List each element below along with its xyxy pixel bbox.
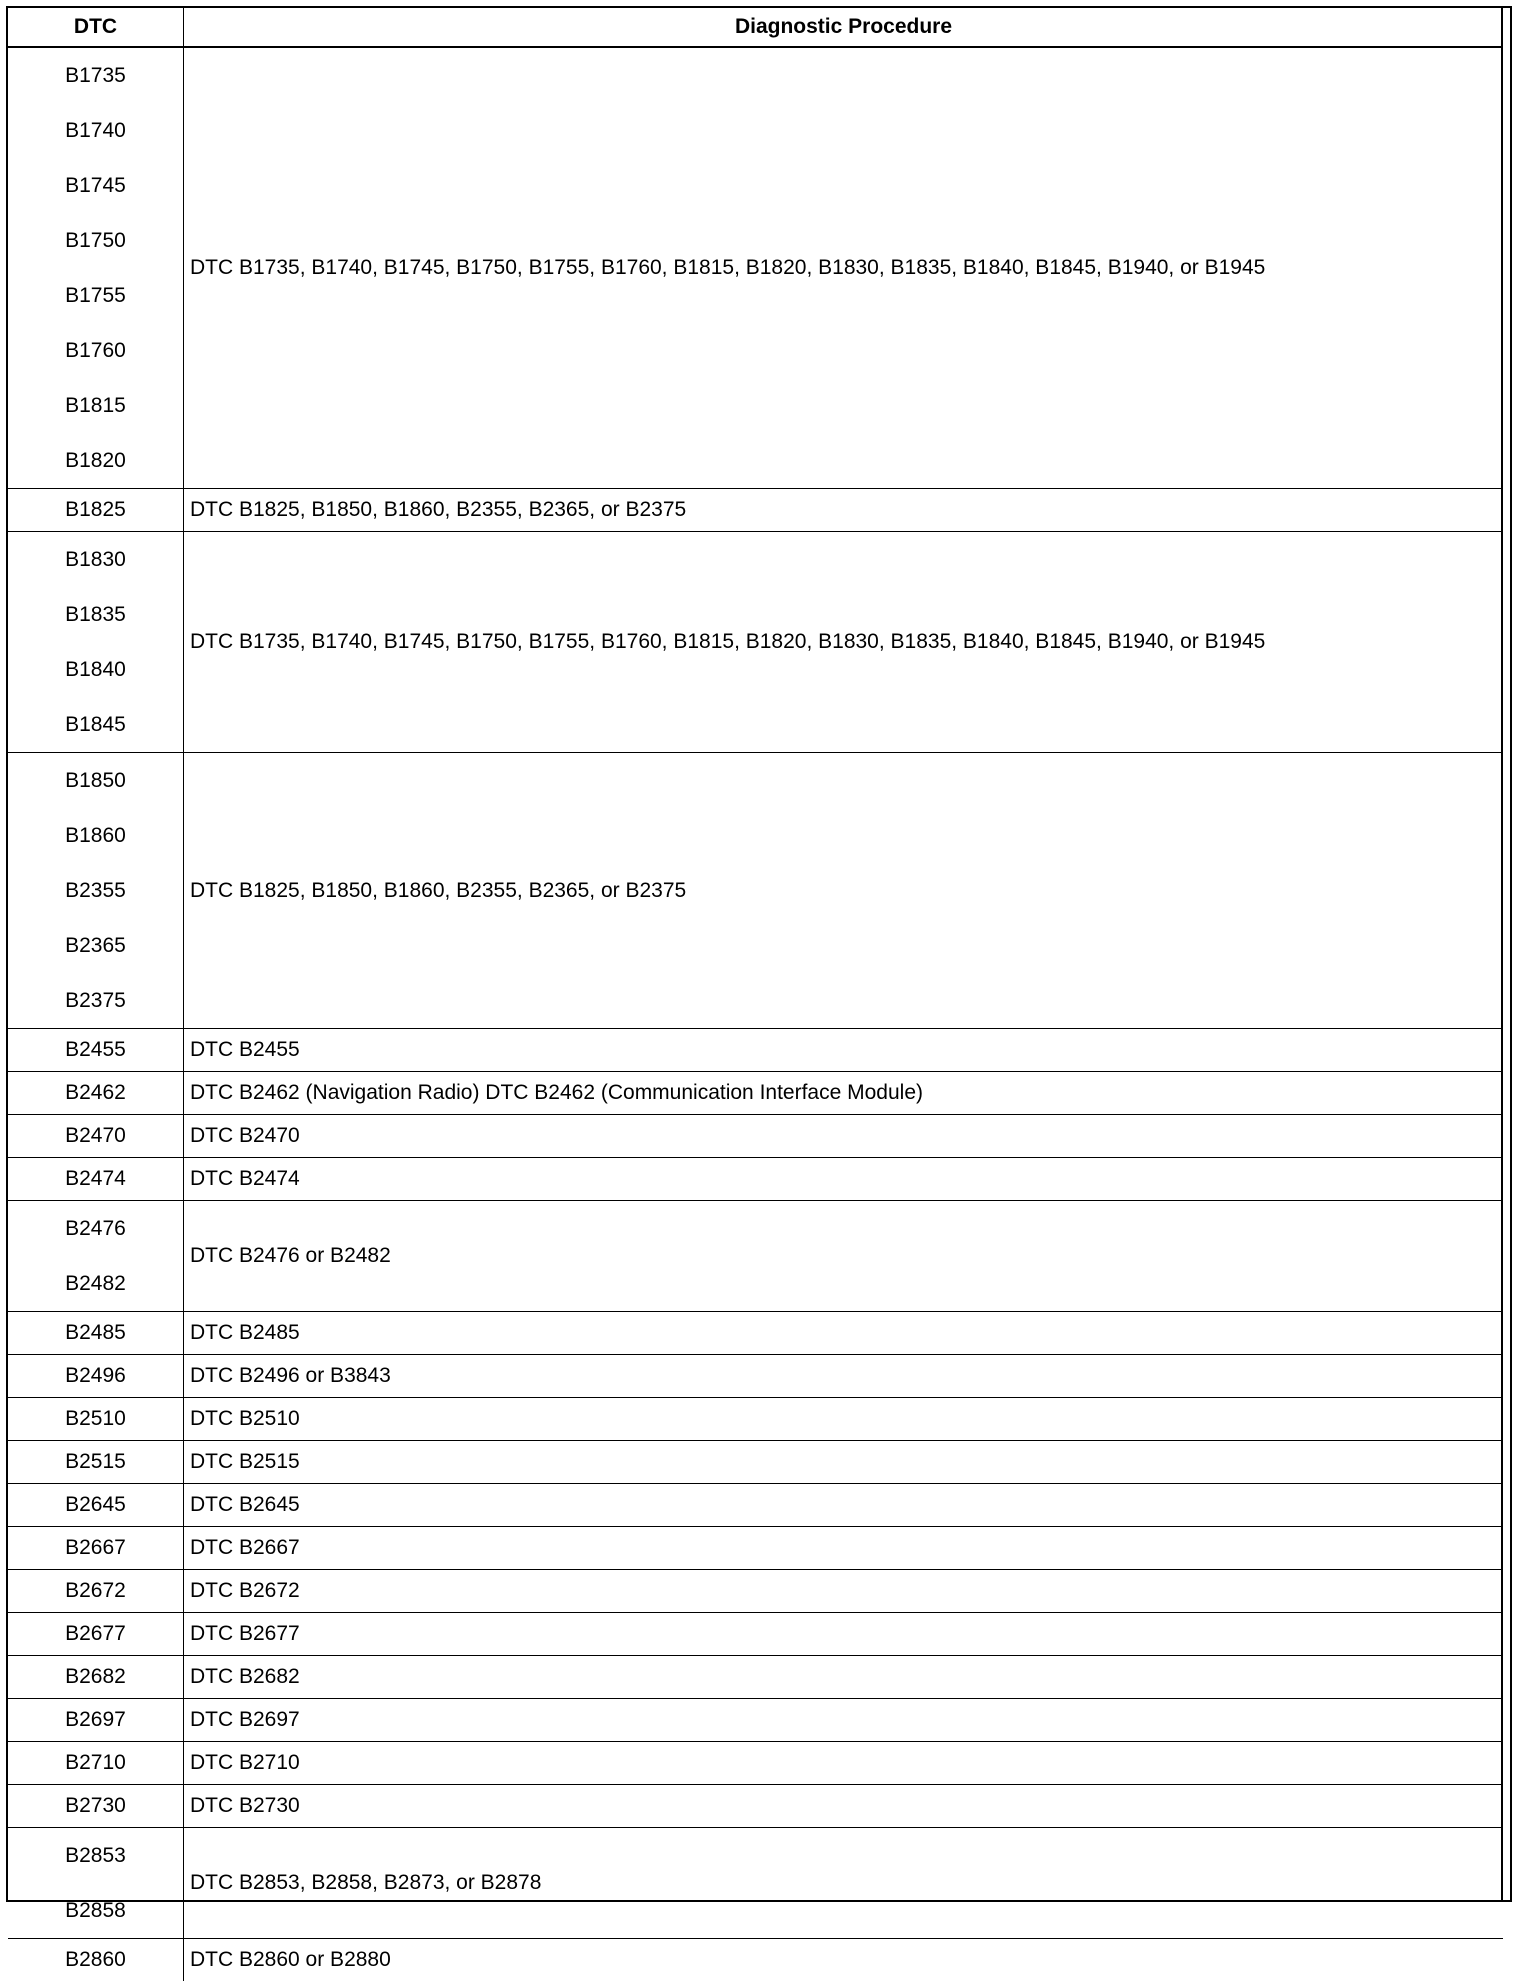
dtc-cell [8, 1570, 184, 1613]
table-body [8, 47, 1503, 1981]
diagnostic-procedure-link[interactable]: DTC B1825, B1850, B1860, B2355, B2365, or B2375 [184, 489, 1504, 532]
dtc-code: B2515 [8, 1441, 183, 1483]
dtc-code: B2485 [8, 1312, 183, 1354]
dtc-code: B1760 [8, 323, 183, 378]
table-row [8, 1398, 1503, 1441]
dtc-code: B1850 [8, 753, 183, 808]
dtc-cell [8, 1527, 184, 1570]
dtc-code: B1845 [8, 697, 183, 752]
table-row [8, 1355, 1503, 1398]
dtc-cell [8, 1072, 184, 1115]
table-row [8, 1939, 1503, 1981]
dtc-cell [8, 1656, 184, 1699]
dtc-cell [8, 1939, 184, 1981]
dtc-code: B1825 [8, 489, 183, 531]
table-row [8, 1312, 1503, 1355]
diagnostic-procedure-link[interactable]: DTC B2730 [184, 1785, 1504, 1828]
table-row [8, 1441, 1503, 1484]
dtc-cell [8, 1398, 184, 1441]
diagnostic-procedure-link[interactable]: DTC B2677 [184, 1613, 1504, 1656]
dtc-code: B2365 [8, 918, 183, 973]
dtc-code: B1750 [8, 213, 183, 268]
header-row [8, 8, 1503, 47]
dtc-cell [8, 1441, 184, 1484]
table-row [8, 1570, 1503, 1613]
dtc-column-header: DTC [8, 8, 184, 47]
diagnostic-procedure-link[interactable]: DTC B2455 [184, 1029, 1504, 1072]
dtc-code: B2482 [8, 1256, 183, 1311]
dtc-cell [8, 1484, 184, 1527]
dtc-code: B2645 [8, 1484, 183, 1526]
diagnostic-procedure-link[interactable]: DTC B2470 [184, 1115, 1504, 1158]
table-row [8, 47, 1503, 489]
dtc-code: B2476 [8, 1201, 183, 1256]
diagnostic-procedure-link[interactable]: DTC B2710 [184, 1742, 1504, 1785]
diagnostic-procedure-link[interactable]: DTC B2462 (Navigation Radio) DTC B2462 (Communication Interface Module) [184, 1072, 1504, 1115]
diagnostic-procedure-link[interactable]: DTC B2645 [184, 1484, 1504, 1527]
dtc-cell [8, 1613, 184, 1656]
dtc-code: B2496 [8, 1355, 183, 1397]
table-row [8, 1742, 1503, 1785]
dtc-code: B1815 [8, 378, 183, 433]
dtc-code: B2672 [8, 1570, 183, 1612]
dtc-code: B2474 [8, 1158, 183, 1200]
dtc-cell [8, 1201, 184, 1312]
dtc-code: B2667 [8, 1527, 183, 1569]
diagnostic-procedure-link[interactable]: DTC B1735, B1740, B1745, B1750, B1755, B1760, B1815, B1820, B1830, B1835, B1840, B1845, B1940, or B1945 [184, 47, 1504, 489]
dtc-code: B2470 [8, 1115, 183, 1157]
table-row [8, 532, 1503, 753]
table-row [8, 1115, 1503, 1158]
table-row [8, 1201, 1503, 1312]
dtc-code: B1740 [8, 103, 183, 158]
dtc-code: B2682 [8, 1656, 183, 1698]
diagnostic-procedure-link[interactable]: DTC B2476 or B2482 [184, 1201, 1504, 1312]
table-row [8, 1699, 1503, 1742]
dtc-code: B1820 [8, 433, 183, 488]
dtc-cell [8, 1785, 184, 1828]
table-row [8, 1656, 1503, 1699]
dtc-cell [8, 489, 184, 532]
dtc-code: B1735 [8, 48, 183, 103]
dtc-cell [8, 532, 184, 753]
dtc-code: B2710 [8, 1742, 183, 1784]
table-row [8, 1029, 1503, 1072]
dtc-cell [8, 1355, 184, 1398]
diagnostic-procedure-link[interactable]: DTC B2672 [184, 1570, 1504, 1613]
dtc-code: B2730 [8, 1785, 183, 1827]
dtc-code: B1860 [8, 808, 183, 863]
table-row [8, 1158, 1503, 1201]
dtc-cell [8, 1699, 184, 1742]
table-row [8, 489, 1503, 532]
diagnostic-procedure-link[interactable]: DTC B2667 [184, 1527, 1504, 1570]
dtc-code: B2375 [8, 973, 183, 1028]
dtc-cell [8, 753, 184, 1029]
dtc-cell [8, 1158, 184, 1201]
diagnostic-procedure-link[interactable]: DTC B1735, B1740, B1745, B1750, B1755, B1760, B1815, B1820, B1830, B1835, B1840, B1845, B1940, or B1945 [184, 532, 1504, 753]
dtc-code: B2510 [8, 1398, 183, 1440]
diagnostic-procedure-link[interactable]: DTC B2853, B2858, B2873, or B2878 [184, 1828, 1504, 1939]
table-row [8, 1613, 1503, 1656]
table-row [8, 1527, 1503, 1570]
diagnostic-procedure-link[interactable]: DTC B2485 [184, 1312, 1504, 1355]
dtc-code: B1830 [8, 532, 183, 587]
dtc-cell [8, 1115, 184, 1158]
table-row [8, 753, 1503, 1029]
diagnostic-procedure-link[interactable]: DTC B2515 [184, 1441, 1504, 1484]
diagnostic-procedure-link[interactable]: DTC B2682 [184, 1656, 1504, 1699]
dtc-code: B1840 [8, 642, 183, 697]
diagnostic-procedure-link[interactable]: DTC B2697 [184, 1699, 1504, 1742]
dtc-code: B1755 [8, 268, 183, 323]
diagnostic-procedure-link[interactable]: DTC B1825, B1850, B1860, B2355, B2365, or B2375 [184, 753, 1504, 1029]
dtc-code: B1835 [8, 587, 183, 642]
diagnostic-procedure-link[interactable]: DTC B2496 or B3843 [184, 1355, 1504, 1398]
diagnostic-procedure-link[interactable]: DTC B2510 [184, 1398, 1504, 1441]
dtc-cell [8, 1029, 184, 1072]
dtc-cell [8, 1828, 184, 1939]
procedure-column-header: Diagnostic Procedure [184, 8, 1504, 47]
dtc-code: B2853 [8, 1828, 183, 1883]
dtc-code: B2677 [8, 1613, 183, 1655]
dtc-code: B2462 [8, 1072, 183, 1114]
table-row [8, 1072, 1503, 1115]
dtc-code: B2355 [8, 863, 183, 918]
dtc-code: B2455 [8, 1029, 183, 1071]
dtc-cell [8, 47, 184, 489]
table-row [8, 1785, 1503, 1828]
diagnostic-procedure-link[interactable]: DTC B2474 [184, 1158, 1504, 1201]
dtc-code: B2858 [8, 1883, 183, 1938]
table-row [8, 1828, 1503, 1939]
dtc-code: B2697 [8, 1699, 183, 1741]
dtc-cell [8, 1312, 184, 1355]
table-row [8, 1484, 1503, 1527]
diagnostic-procedure-link[interactable]: DTC B2860 or B2880 [184, 1939, 1504, 1981]
dtc-cell [8, 1742, 184, 1785]
dtc-code: B1745 [8, 158, 183, 213]
dtc-table [8, 8, 1503, 1981]
dtc-code: B2860 [8, 1939, 183, 1981]
